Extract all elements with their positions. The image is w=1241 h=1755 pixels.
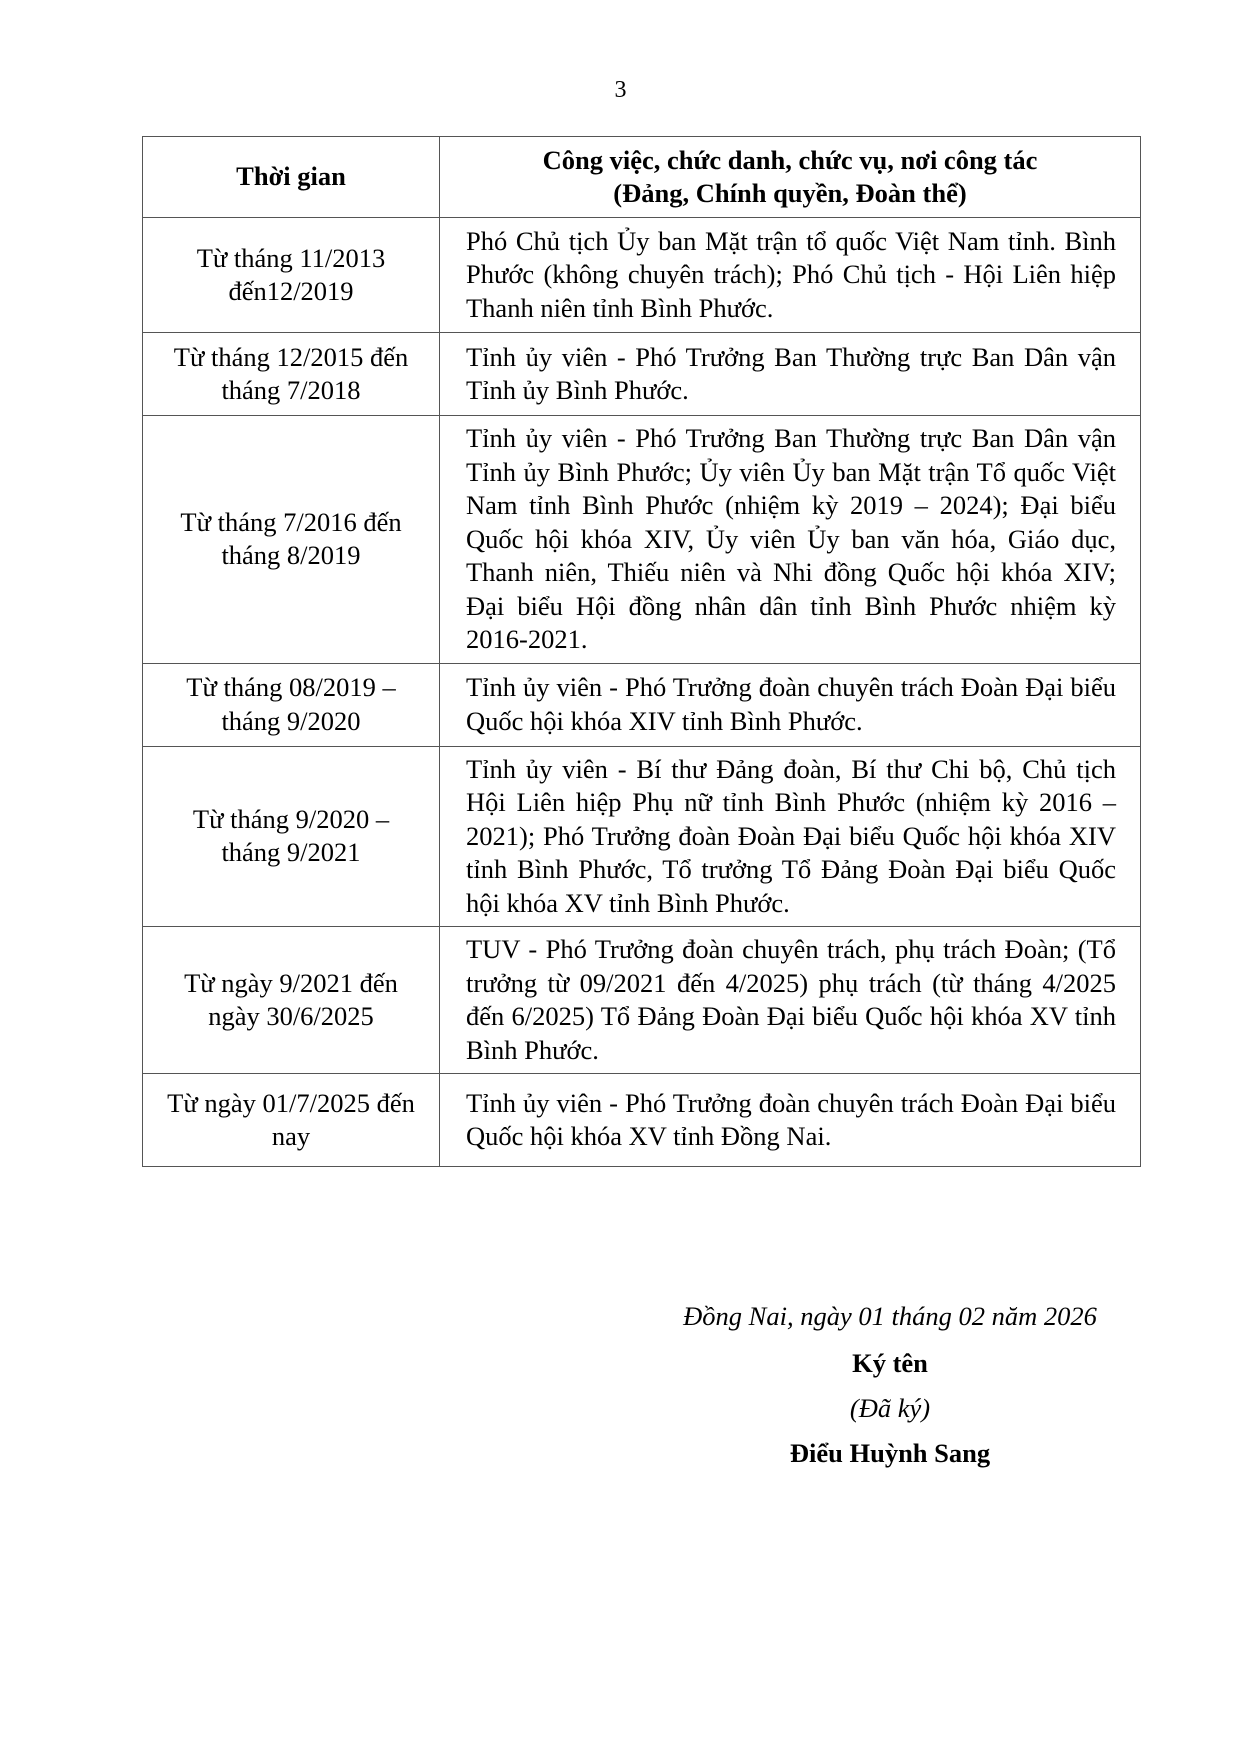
row-job: Tỉnh ủy viên - Phó Trưởng đoàn chuyên trách Đoàn Đại biểu Quốc hội khóa XIV tỉnh Bình Phước. [440,663,1141,746]
row-job: TUV - Phó Trưởng đoàn chuyên trách, phụ trách Đoàn; (Tổ trưởng từ 09/2021 đến 4/2025) phụ trách (từ tháng 4/2025 đến 6/2025) Tổ Đảng Đoàn Đại biểu Quốc hội khóa XV tỉnh Bình Phước. [440,927,1141,1074]
row-job: Tỉnh ủy viên - Phó Trưởng Ban Thường trực Ban Dân vận Tỉnh ủy Bình Phước; Ủy viên Ủy ban Mặt trận Tổ quốc Việt Nam tỉnh Bình Phước (nhiệm kỳ 2019 – 2024); Đại biểu Quốc hội khóa XIV, Ủy viên Ủy ban văn hóa, Giáo dục, Thanh niên, Thiếu niên và Nhi đồng Quốc hội khóa XIV; Đại biểu Hội đồng nhân dân tỉnh Bình Phước nhiệm kỳ 2016-2021. [440,416,1141,664]
row-job: Tỉnh ủy viên - Phó Trưởng đoàn chuyên trách Đoàn Đại biểu Quốc hội khóa XV tỉnh Đồng Nai. [440,1074,1141,1167]
signer-name: Điểu Huỳnh Sang [789,1438,991,1468]
table-row [143,927,1141,1074]
row-period: Từ ngày 01/7/2025 đến nay [143,1074,440,1167]
table-row [143,416,1141,664]
table-row [143,333,1141,416]
header-job-line2: (Đảng, Chính quyền, Đoàn thể) [613,178,967,208]
table-row [143,218,1141,333]
row-period: Từ tháng 08/2019 – tháng 9/2020 [143,663,440,746]
row-period: Từ tháng 9/2020 – tháng 9/2021 [143,746,440,927]
header-job [440,137,1141,218]
header-job-line1: Công việc, chức danh, chức vụ, nơi công tác [542,144,1038,175]
row-period: Từ tháng 11/2013 đến12/2019 [143,218,440,333]
row-period: Từ tháng 7/2016 đến tháng 8/2019 [143,416,440,664]
signature-place-date: Đồng Nai, ngày 01 tháng 02 năm 2026 [683,1301,1097,1331]
row-period: Từ ngày 9/2021 đến ngày 30/6/2025 [143,927,440,1074]
signature-signed-note: (Đã ký) [849,1393,931,1423]
table-row [143,1074,1141,1167]
row-job: Tỉnh ủy viên - Bí thư Đảng đoàn, Bí thư Chi bộ, Chủ tịch Hội Liên hiệp Phụ nữ tỉnh Bình Phước (nhiệm kỳ 2016 – 2021); Phó Trưởng đoàn Đoàn Đại biểu Quốc hội khóa XIV tỉnh Bình Phước, Tổ trưởng Tổ Đảng Đoàn Đại biểu Quốc hội khóa XV tỉnh Bình Phước. [440,746,1141,927]
career-history-table [142,136,1141,1167]
table-row [143,746,1141,927]
signature-label: Ký tên [852,1348,928,1378]
table-row [143,663,1141,746]
header-time: Thời gian [143,137,440,218]
row-job: Phó Chủ tịch Ủy ban Mặt trận tổ quốc Việt Nam tỉnh. Bình Phước (không chuyên trách); Phó Chủ tịch - Hội Liên hiệp Thanh niên tỉnh Bình Phước. [440,218,1141,333]
row-job: Tỉnh ủy viên - Phó Trưởng Ban Thường trực Ban Dân vận Tỉnh ủy Bình Phước. [440,333,1141,416]
table-header-row [143,137,1141,218]
page-number: 3 [614,77,627,103]
row-period: Từ tháng 12/2015 đến tháng 7/2018 [143,333,440,416]
